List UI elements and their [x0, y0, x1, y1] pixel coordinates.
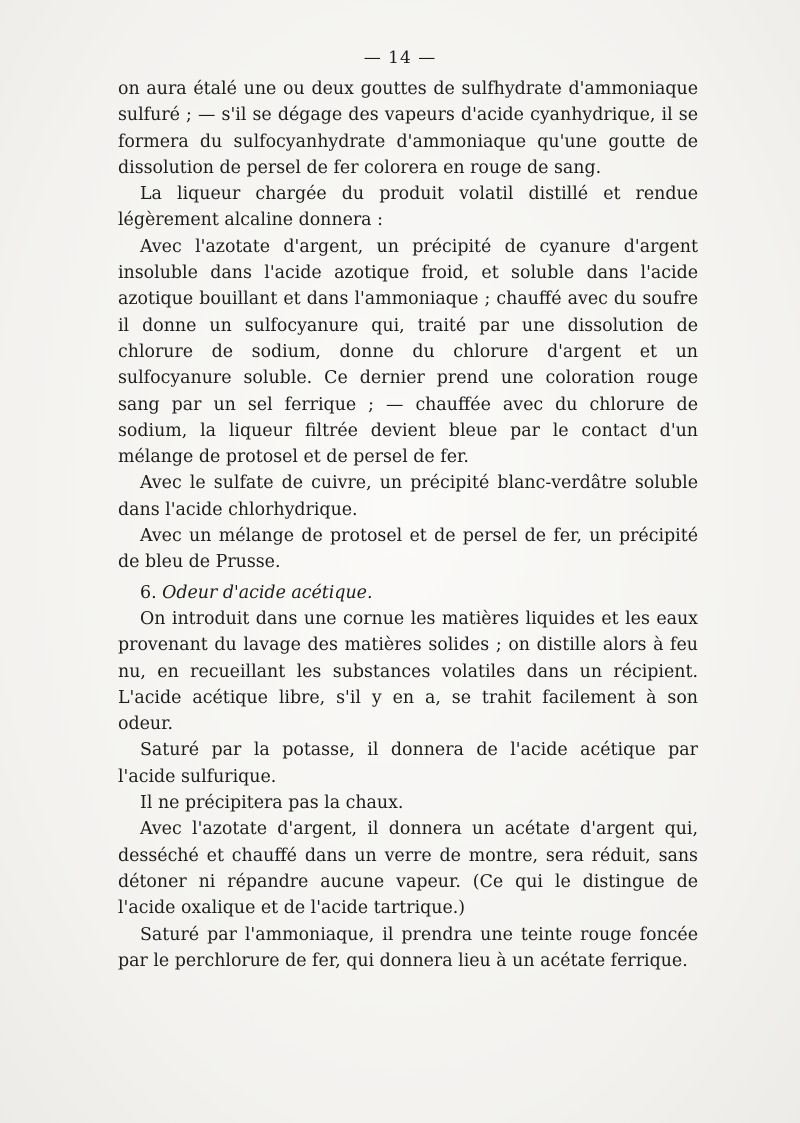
paragraph-continuation: on aura étalé une ou deux gouttes de sulfhydrate d'ammoniaque sulfuré ; — s'il se dégage des vapeurs d'acide cyanhydrique, il se formera du sulfocyanhydrate d'ammoniaque qu'une goutte de dissolution de persel de fer colorera en rouge de sang.: [118, 79, 698, 178]
paragraph-silver-nitrate: Avec l'azotate d'argent, un précipité de cyanure d'argent insoluble dans l'acide azotique froid, et soluble dans l'acide azotique bouillant et dans l'ammoniaque ; chauffé avec du soufre il donne un sulfocyanure qui, traité par une dissolution de chlorure de sodium, donne du chlorure d'argent et un sulfocyanure soluble. Ce dernier prend une coloration rouge sang par un sel ferrique ; — chauffée avec du chlorure de sodium, la liqueur filtrée devient bleue par le contact d'un mélange de protosel et de persel de fer.: [118, 236, 698, 468]
section-number: 6.: [140, 582, 157, 603]
paragraph-ferric-acetate: Saturé par l'ammoniaque, il prendra une teinte rouge foncée par le perchlorure de fer, qui donnera lieu à un acétate ferrique.: [118, 924, 698, 971]
section-title: Odeur d'acide acétique.: [162, 582, 373, 603]
paragraph-copper-sulfate: Avec le sulfate de cuivre, un précipité blanc-verdâtre soluble dans l'acide chlorhydrique.: [118, 473, 698, 520]
paragraph-alkaline-liquor: La liqueur chargée du produit volatil distillé et rendue légèrement alcaline donnera :: [118, 184, 698, 231]
section-heading: [118, 580, 698, 606]
paragraph-prussian-blue: Avec un mélange de protosel et de persel de fer, un précipité de bleu de Prusse.: [118, 526, 698, 573]
paragraph-potash: Saturé par la potasse, il donnera de l'acide acétique par l'acide sulfurique.: [118, 740, 698, 787]
body-text: [118, 76, 698, 974]
page-number: — 14 —: [363, 48, 437, 68]
paragraph-lime: Il ne précipitera pas la chaux.: [140, 793, 404, 814]
paragraph-distillation: On introduit dans une cornue les matières liquides et les eaux provenant du lavage des matières solides ; on distille alors à feu nu, en recueillant les substances volatiles dans un récipient. L'acide acétique libre, s'il y en a, se trahit facilement à son odeur.: [118, 608, 698, 735]
paragraph-silver-acetate: Avec l'azotate d'argent, il donnera un acétate d'argent qui, desséché et chauffé dans un verre de montre, sera réduit, sans détoner ni répandre aucune vapeur. (Ce qui le distingue de l'acide oxalique et de l'acide tartrique.): [118, 819, 698, 919]
